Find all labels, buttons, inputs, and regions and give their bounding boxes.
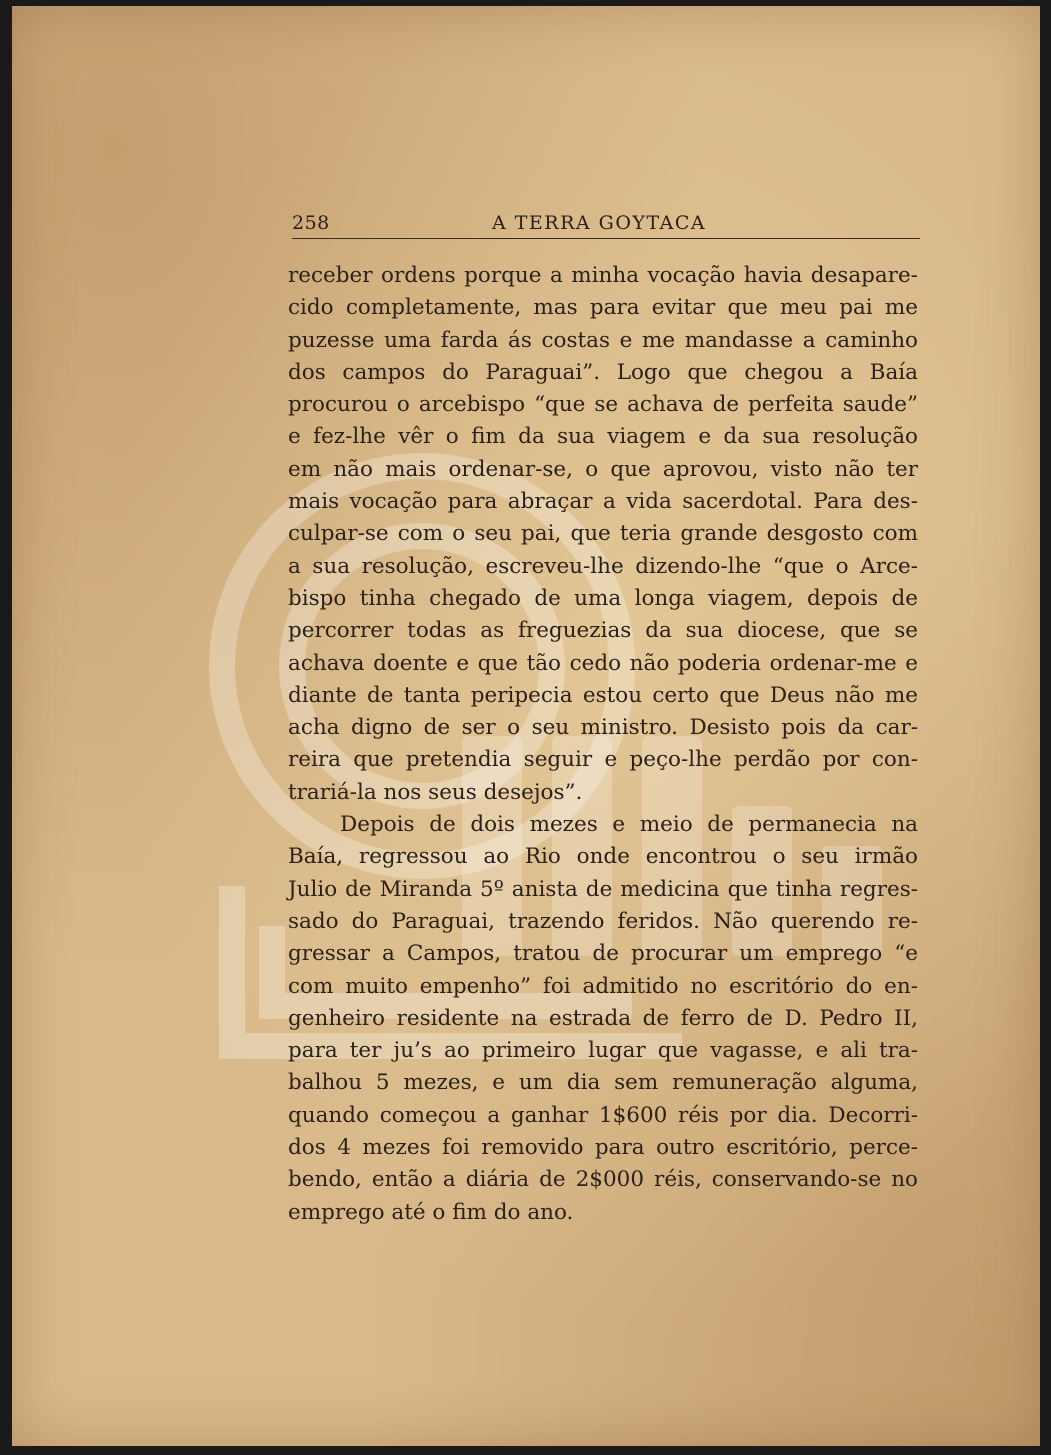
text-line: com muito empenho” foi admitido no escritório do en- [288,973,918,999]
text-line: puzesse uma farda ás costas e me mandasse a caminho [288,327,918,353]
text-line: receber ordens porque a minha vocação havia desapare- [288,263,918,288]
text-line: gressar a Campos, tratou de procurar um emprego “e [288,941,918,967]
text-line: Julio de Miranda 5º anista de medicina que tinha regres- [288,876,918,902]
text-line: acha digno de ser o seu ministro. Desisto pois da car- [288,715,918,741]
paragraph-2 [288,809,918,1229]
text-line: dos campos do Paraguai”. Logo que chegou a Baía [288,359,918,385]
text-line: procurou o arcebispo “que se achava de perfeita saude” [288,392,918,418]
text-line: em não mais ordenar-se, o que aprovou, visto não ter [288,456,918,482]
paragraph-1 [288,260,918,809]
text-line: sado do Paraguai, trazendo feridos. Não querendo re- [288,908,918,934]
text-line: cido completamente, mas para evitar que meu pai me [288,295,918,321]
text-line: trariá-la nos seus desejos”. [288,779,583,805]
text-line: diante de tanta peripecia estou certo que Deus não me [288,682,918,708]
text-line: genheiro residente na estrada de ferro de D. Pedro II, [288,1005,918,1031]
book-page [12,6,1040,1446]
text-line: Depois de dois mezes e meio de permanecia na [340,812,918,838]
text-line: balhou 5 mezes, e um dia sem remuneração alguma, [288,1070,918,1096]
text-line: Baía, regressou ao Rio onde encontrou o seu irmão [288,844,918,870]
text-line: a sua resolução, escreveu-lhe dizendo-lhe “que o Arce- [288,553,918,579]
text-line: quando começou a ganhar 1$600 réis por dia. Decorri- [288,1102,918,1128]
text-line: dos 4 mezes foi removido para outro escritório, perce- [288,1135,918,1161]
text-line: emprego até o fim do ano. [288,1199,574,1225]
text-line: para ter ju’s ao primeiro lugar que vagasse, e ali tra- [288,1038,918,1064]
page-number: 258 [292,212,330,234]
text-line: mais vocação para abraçar a vida sacerdotal. Para des- [288,489,918,515]
running-title: A TERRA GOYTACA [492,212,707,234]
text-line: percorrer todas as freguezias da sua diocese, que se [288,618,918,644]
text-line: bendo, então a diária de 2$000 réis, conservando-se no [288,1167,918,1193]
text-line: achava doente e que tão cedo não poderia ordenar-me e [288,650,918,676]
text-line: e fez-lhe vêr o fim da sua viagem e da sua resolução [288,424,918,450]
running-header [292,212,920,239]
text-line: bispo tinha chegado de uma longa viagem, depois de [288,585,918,611]
page-body [288,260,918,1229]
text-line: culpar-se com o seu pai, que teria grande desgosto com [288,521,918,547]
text-line: reira que pretendia seguir e peço-lhe perdão por con- [288,747,918,773]
